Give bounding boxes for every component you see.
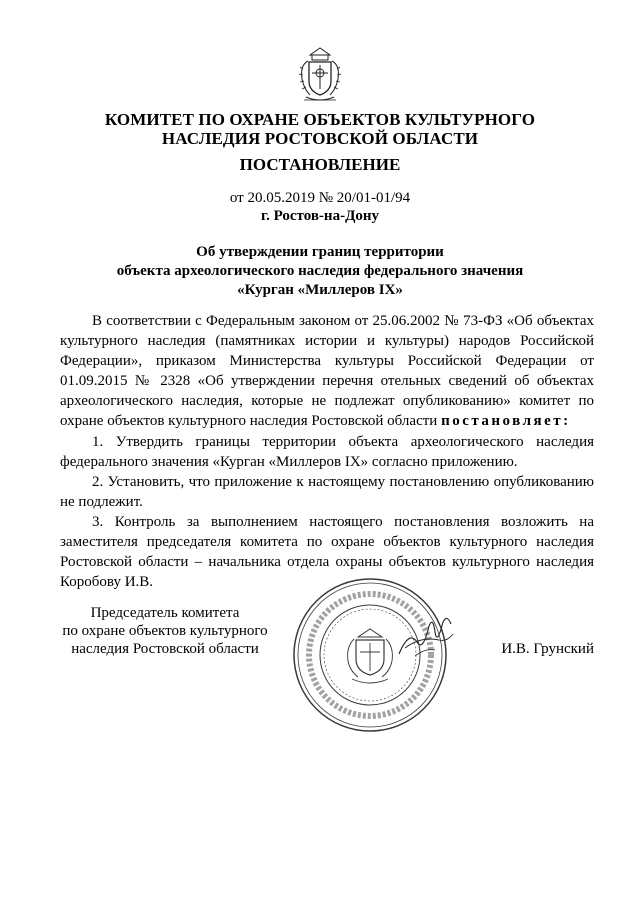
decree-item: 1. Утвердить границы территории объекта археологического наследия федерального значения «Курган «Миллеров IX» согласно приложению.	[60, 434, 594, 470]
org-line-1: КОМИТЕТ ПО ОХРАНЕ ОБЪЕКТОВ КУЛЬТУРНОГО	[104, 110, 536, 129]
document-type: ПОСТАНОВЛЕНИЕ	[239, 155, 401, 174]
signatory-name: И.В. Грунский	[501, 641, 594, 657]
decree-item: 2. Установить, что приложение к настоящему постановлению опубликованию не подлежит.	[60, 474, 594, 510]
preamble-text: В соответствии с Федеральным законом от 25.06.2002 № 73-ФЗ «Об объектах культурного наследия (памятниках истории и культуры) народов Российской Федерации», приказом Министерства культуры Российской Федерации от 01.09.2015 № 2328 «Об утверждении перечня отельных сведений об объектах археологического наследия, которые не подлежат опубликованию» комитет по охране объектов культурного наследия Ростовской области	[60, 313, 594, 429]
signatory-title	[50, 604, 280, 658]
decree-word: постановляет:	[441, 413, 571, 429]
decree-items	[60, 432, 594, 592]
decree-item: 3. Контроль за выполнением настоящего постановления возложить на заместителя председателя комитета по охране объектов культурного наследия Ростовской области – начальника отдела охраны объектов культурного наследия Коробову И.В.	[60, 514, 594, 590]
signatory-title-line-1: Председатель комитета	[90, 605, 240, 621]
preamble-paragraph	[60, 311, 594, 431]
org-line-2: НАСЛЕДИЯ РОСТОВСКОЙ ОБЛАСТИ	[161, 129, 479, 148]
rostov-oblast-coat-of-arms-icon	[296, 45, 344, 107]
subject-line-2: объекта археологического наследия федерального значения	[116, 263, 524, 279]
organization-name	[40, 110, 600, 148]
signatory-title-line-3: наследия Ростовской области	[71, 641, 259, 657]
subject-line-1: Об утверждении границ территории	[196, 244, 444, 260]
handwritten-signature-icon	[395, 612, 455, 662]
signatory-title-line-2: по охране объектов культурного	[62, 623, 268, 639]
document-date-number: от 20.05.2019 № 20/01-01/94	[229, 190, 411, 206]
subject-line-3: «Курган «Миллеров IX»	[237, 282, 403, 298]
document-subject	[40, 243, 600, 300]
document-city: г. Ростов-на-Дону	[260, 208, 380, 224]
